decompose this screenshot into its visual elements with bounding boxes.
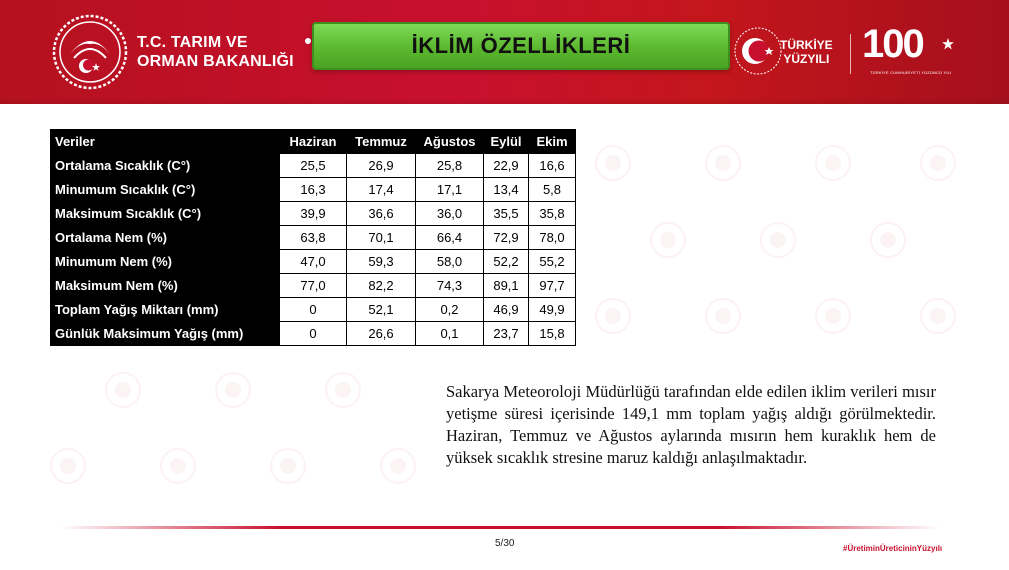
footer-divider	[60, 526, 940, 529]
table-row	[51, 298, 576, 322]
table-cell: 74,3	[416, 274, 484, 298]
watermark-emblem-icon	[705, 298, 741, 334]
table-header-row	[51, 130, 576, 154]
table-cell: 47,0	[280, 250, 347, 274]
table-cell: 66,4	[416, 226, 484, 250]
table-corner-header: Veriler	[51, 130, 280, 154]
banner-bullet-icon	[305, 38, 311, 44]
row-label: Ortalama Sıcaklık (C°)	[51, 154, 280, 178]
table-cell: 59,3	[347, 250, 416, 274]
table-cell: 77,0	[280, 274, 347, 298]
watermark-emblem-icon	[920, 298, 956, 334]
table-cell: 46,9	[484, 298, 529, 322]
watermark-emblem-icon	[215, 372, 251, 408]
table-cell: 0,1	[416, 322, 484, 346]
watermark-emblem-icon	[760, 222, 796, 258]
table-cell: 0	[280, 322, 347, 346]
turkiye-yuzyili-text	[780, 38, 833, 66]
table-cell: 58,0	[416, 250, 484, 274]
table-cell: 55,2	[529, 250, 576, 274]
watermark-emblem-icon	[105, 372, 141, 408]
table-row	[51, 154, 576, 178]
table-row	[51, 322, 576, 346]
watermark-emblem-icon	[325, 372, 361, 408]
footer-hashtag: #ÜretiminÜreticininYüzyılı	[843, 544, 943, 553]
column-header-temmuz: Temmuz	[347, 130, 416, 154]
centennial-logo: 100	[862, 22, 923, 66]
watermark-emblem-icon	[50, 448, 86, 484]
row-label: Maksimum Nem (%)	[51, 274, 280, 298]
table-cell: 26,9	[347, 154, 416, 178]
header-divider	[850, 34, 851, 74]
turkiye-yuzyili-emblem-icon	[733, 26, 783, 76]
watermark-emblem-icon	[595, 298, 631, 334]
table-cell: 35,5	[484, 202, 529, 226]
table-cell: 15,8	[529, 322, 576, 346]
table-cell: 82,2	[347, 274, 416, 298]
row-label: Toplam Yağış Miktarı (mm)	[51, 298, 280, 322]
ministry-name-line2: ORMAN BAKANLIĞI	[137, 53, 294, 70]
table-cell: 52,2	[484, 250, 529, 274]
column-header-haziran: Haziran	[280, 130, 347, 154]
row-label: Ortalama Nem (%)	[51, 226, 280, 250]
watermark-emblem-icon	[815, 298, 851, 334]
watermark-emblem-icon	[870, 222, 906, 258]
table-cell: 22,9	[484, 154, 529, 178]
watermark-emblem-icon	[595, 145, 631, 181]
row-label: Minumum Sıcaklık (C°)	[51, 178, 280, 202]
table-cell: 39,9	[280, 202, 347, 226]
table-cell: 89,1	[484, 274, 529, 298]
turkiye-line2: YÜZYILI	[783, 52, 830, 66]
table-cell: 0,2	[416, 298, 484, 322]
table-cell: 25,5	[280, 154, 347, 178]
watermark-emblem-icon	[705, 145, 741, 181]
row-label: Minumum Nem (%)	[51, 250, 280, 274]
title-banner	[312, 22, 730, 70]
table-cell: 16,6	[529, 154, 576, 178]
table-cell: 26,6	[347, 322, 416, 346]
table-cell: 25,8	[416, 154, 484, 178]
ministry-emblem-icon	[52, 14, 128, 90]
table-cell: 78,0	[529, 226, 576, 250]
table-row	[51, 178, 576, 202]
star-icon	[942, 38, 954, 50]
row-label: Maksimum Sıcaklık (C°)	[51, 202, 280, 226]
column-header-ekim: Ekim	[529, 130, 576, 154]
centennial-subtitle: TÜRKİYE CUMHURİYETİ YÜZÜNCÜ YILI	[870, 70, 952, 75]
watermark-emblem-icon	[160, 448, 196, 484]
watermark-emblem-icon	[815, 145, 851, 181]
table-row	[51, 274, 576, 298]
table-cell: 63,8	[280, 226, 347, 250]
table-cell: 52,1	[347, 298, 416, 322]
page-title: İKLİM ÖZELLİKLERİ	[411, 33, 631, 58]
table-row	[51, 226, 576, 250]
column-header-agustos: Ağustos	[416, 130, 484, 154]
table-cell: 72,9	[484, 226, 529, 250]
table-cell: 0	[280, 298, 347, 322]
watermark-emblem-icon	[270, 448, 306, 484]
climate-data-table	[50, 129, 576, 346]
table-cell: 35,8	[529, 202, 576, 226]
table-cell: 49,9	[529, 298, 576, 322]
row-label: Günlük Maksimum Yağış (mm)	[51, 322, 280, 346]
summary-paragraph: Sakarya Meteoroloji Müdürlüğü tarafından elde edilen iklim verileri mısır yetişme süresi içerisinde 149,1 mm toplam yağış aldığı görülmektedir. Haziran, Temmuz ve Ağustos aylarında mısırın hem kuraklık hem de yüksek sıcaklık stresine maruz kaldığı anlaşılmaktadır.	[446, 382, 936, 467]
watermark-emblem-icon	[650, 222, 686, 258]
turkiye-line1: TÜRKİYE	[780, 38, 833, 52]
watermark-emblem-icon	[380, 448, 416, 484]
header-bar	[0, 0, 1009, 104]
table-cell: 13,4	[484, 178, 529, 202]
table-row	[51, 250, 576, 274]
column-header-eylul: Eylül	[484, 130, 529, 154]
table-cell: 36,6	[347, 202, 416, 226]
table-cell: 5,8	[529, 178, 576, 202]
table-cell: 17,4	[347, 178, 416, 202]
page-number: 5/30	[495, 538, 515, 549]
table-cell: 16,3	[280, 178, 347, 202]
table-cell: 36,0	[416, 202, 484, 226]
table-row	[51, 202, 576, 226]
ministry-name	[137, 33, 294, 71]
table-cell: 70,1	[347, 226, 416, 250]
watermark-emblem-icon	[920, 145, 956, 181]
table-cell: 97,7	[529, 274, 576, 298]
ministry-name-line1: T.C. TARIM VE	[137, 34, 248, 51]
table-cell: 23,7	[484, 322, 529, 346]
table-cell: 17,1	[416, 178, 484, 202]
